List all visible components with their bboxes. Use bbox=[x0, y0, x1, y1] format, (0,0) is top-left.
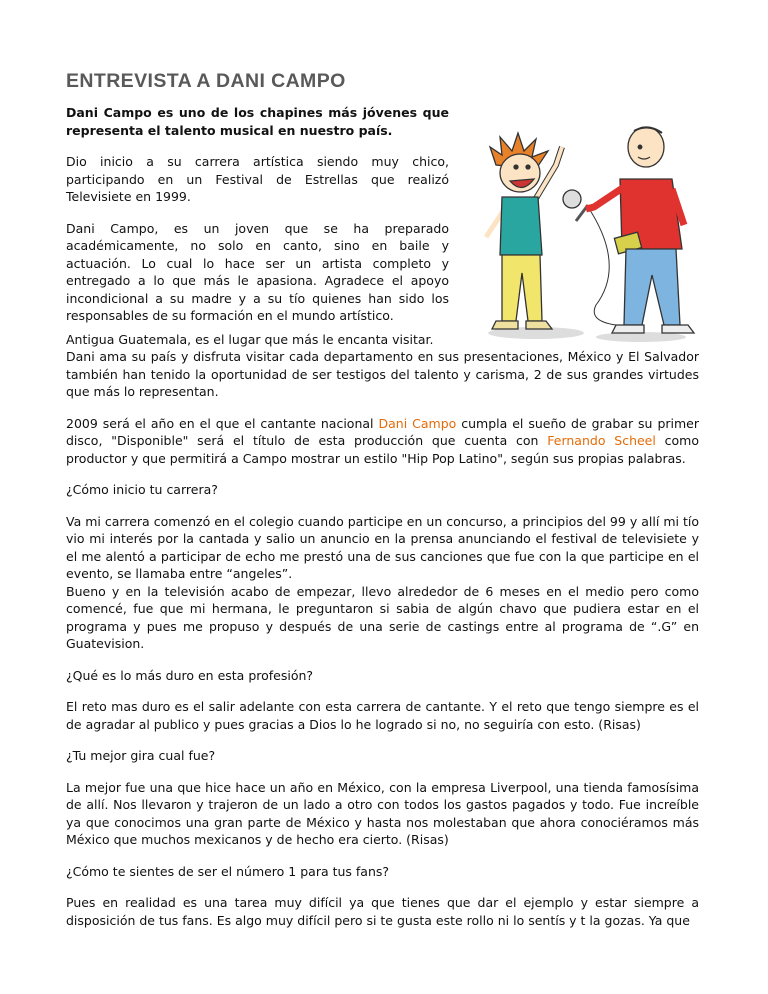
question-2: ¿Qué es lo más duro en esta profesión? bbox=[66, 667, 314, 683]
producer-name-highlight: Fernando Scheel bbox=[547, 433, 656, 448]
answer-1-part-a: Va mi carrera comenzó en el colegio cuando participe en un concurso, a principios del 99 y allí mi tío vio mi interés por la cantada y salio un anuncio en la prensa anunciando el festival de televisiete y el me alentó a participar de echo me prestó una de sus canciones que fue con la que participe en el evento, se llamaba entre “angeles”. bbox=[66, 513, 699, 581]
answer-4: Pues en realidad es una tarea muy difícil ya que tienes que dar el ejemplo y estar siempre a disposición de tus fans. Es algo muy difícil pero si te gusta este rollo ni lo sentís y t la gozas. Ya que bbox=[66, 895, 699, 928]
answer-2: El reto mas duro es el salir adelante con esta carrera de cantante. Y el reto que tengo siempre es el de agradar al publico y pues gracias a Dios lo he logrado si no, no seguiría con esto. (Risas) bbox=[66, 699, 699, 732]
paragraph-antigua-line: Antigua Guatemala, es el lugar que más le encanta visitar. bbox=[66, 331, 434, 347]
question-1: ¿Cómo inicio tu carrera? bbox=[66, 482, 218, 497]
answer-1 bbox=[66, 513, 699, 653]
page-title: ENTREVISTA A DANI CAMPO bbox=[66, 70, 346, 92]
album-text-1: 2009 será el año en el que el cantante nacional bbox=[66, 415, 379, 431]
album-text-3: como productor y que permitirá a Campo mostrar un estilo "Hip Pop Latino", según sus propias palabras. bbox=[66, 433, 699, 466]
answer-1-part-b: Bueno y en la televisión acabo de empezar, llevo alrededor de 6 meses en el medio pero como comencé, fue que mi hermana, le preguntaron si sabia de algún chavo que pudiera estar en el programa y pues me propuso y después de una serie de castings entre al programa de “.G” en Guatevision. bbox=[66, 583, 699, 651]
paragraph-country-tours: Dani ama su país y disfruta visitar cada departamento en sus presentaciones, México y El Salvador también han tenido la oportunidad de ser testigos del talento y carisma, 2 de sus grandes virtudes que más lo representan. bbox=[66, 349, 699, 399]
album-text-2: cumpla el sueño de grabar su primer disco, "Disponible" será el título de esta producción que cuenta con bbox=[66, 415, 699, 448]
question-3: ¿Tu mejor gira cual fue? bbox=[66, 748, 216, 763]
document-page bbox=[66, 70, 699, 929]
paragraph-antigua bbox=[66, 331, 699, 401]
artist-name-highlight: Dani Campo bbox=[378, 415, 457, 431]
question-4: ¿Cómo te sientes de ser el número 1 para tus fans? bbox=[66, 863, 390, 879]
answer-3: La mejor fue una que hice hace un año en México, con la empresa Liverpool, una tienda famosísima de allí. Nos llevaron y trajeron de un lado a otro con todos los gastos pagados y todo. Fue increíble ya que conocimos una gran parte de México y hasta nos molestaban que ahora conociéramos más México que muchos mexicanos y de hecho era cierto. (Risas) bbox=[66, 779, 699, 847]
paragraph-preparation: Dani Campo, es un joven que se ha preparado académicamente, no solo en canto, sino en baile y actuación. Lo cual lo hace ser un artista completo y entregado a lo que más le apasiona. Agradece el apoyo incondicional a su madre y a su tío quienes han sido los responsables de su formación en el mundo artístico. bbox=[66, 220, 449, 323]
paragraph-career-start: Dio inicio a su carrera artística siendo muy chico, participando en un Festival de Estrellas que realizó Televisiete en 1999. bbox=[66, 154, 449, 204]
paragraph-first-album bbox=[66, 415, 699, 468]
lead-paragraph: Dani Campo es uno de los chapines más jóvenes que representa el talento musical en nuestro país. bbox=[66, 105, 449, 138]
